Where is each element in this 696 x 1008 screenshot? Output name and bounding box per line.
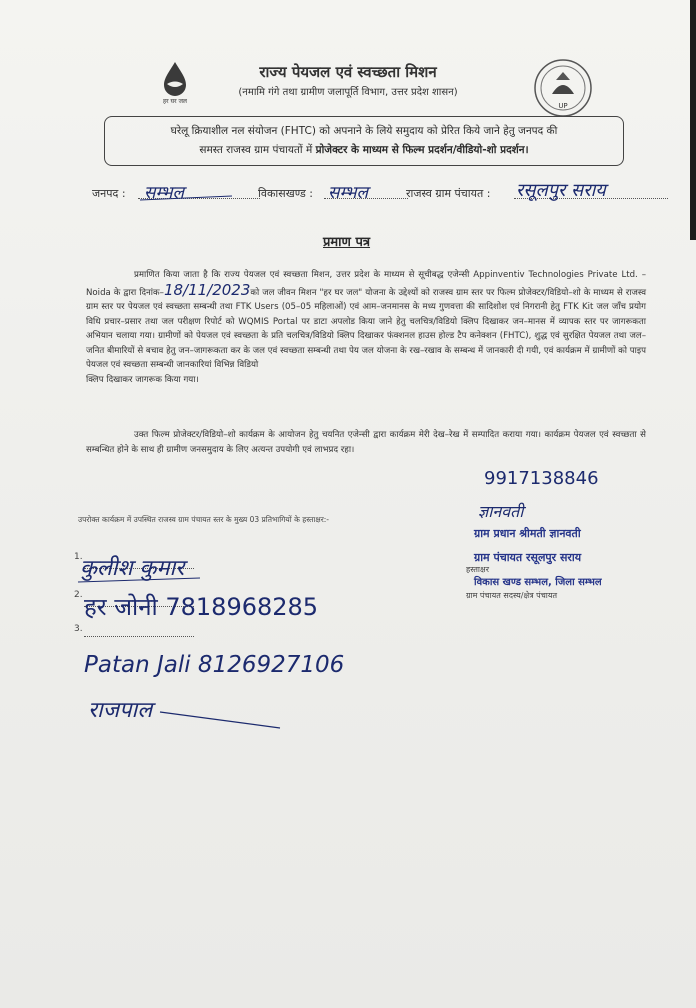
participant-3-signature: Patan Jali 8126927106	[84, 652, 345, 678]
banner-line-2-text: समस्त राजस्व ग्राम पंचायतों में	[199, 144, 316, 156]
organization-subtitle: (नमामि गंगे तथा ग्रामीण जलापूर्ति विभाग, उत्तर प्रदेश शासन)	[238, 87, 458, 98]
pradhan-phone: 9917138846	[484, 468, 599, 489]
participant-2-number: 2.	[74, 590, 83, 600]
participants-intro: उपरोक्त कार्यक्रम में उपस्थित राजस्व ग्राम पंचायत स्तर के मुख्य 03 प्रतिभागियों के हस्ताक्षर:-	[78, 515, 330, 524]
handwritten-date: 18/11/2023	[163, 280, 251, 299]
participant-1-signature: कुलीश कुमार	[80, 556, 185, 581]
block-label: विकासखण्ड :	[258, 187, 314, 200]
paragraph-2-text: उक्त फिल्म प्रोजेक्टर/विडियो–शो कार्यक्रम के आयोजन हेतु चयनित एजेन्सी द्वारा कार्यक्रम मेरी देख–रेख में सम्पादित कराया गया। कार्यक्रम पेयजल एवं स्वच्छता से सम्बन्धित होने के साथ ही ग्रामीण जनसमुदाय के लिए अत्यन्त उपयोगी एवं लाभप्रद रहा।	[86, 430, 646, 455]
paragraph-1-text-b: को जल जीवन मिशन "हर घर जल" योजना के उद्देश्यों को राजस्व ग्राम स्तर पर फिल्म प्रोजेक्टर/विडियो–शो के माध्यम से राजस्व ग्राम स्तर पर पेयजल एवं स्वच्छता सम्बन्धी तथा FTK Users (05–05 महिलाओं) एवं आम–जनमानस के मध्य गुणवत्ता की सादिशोश एवं निगरानी हेतु FTK Kit जल जाँच प्रयोग विधि प्रचार–प्रसार तथा जल परीक्षण रिपोर्ट को WQMIS Portal पर डाटा अपलोड किया जाने हेतु चलचित्र/विडियो क्लिप दिखाकर जन–मानस में व्यापक स्तर पर जागरूकता अभियान चलाया गया। ग्रामीणों को पेयजल एवं स्वच्छता के प्रति चलचित्र/विडियो क्लिप दिखाकर फंक्शनल हाउस होल्ड टैप कनेक्शन (FHTC), शुद्ध एवं सुरक्षित पेयजल तथा जल–जनित बीमारियों से बचाव हेतु जन–जागरूकता कर के जल एवं स्वच्छता सम्बन्धी तथा पेय जल योजना के रख–रखाव के सम्बन्ध में जानकारी दी गयी, एवं कार्यक्रम में ग्रामीणों को पाइप पेयजल एवं स्वच्छता सम्बन्धी जानकारियां विभिन्न विडियो	[86, 287, 646, 370]
district-label: जनपद :	[92, 187, 126, 200]
participant-3-name: राजपाल	[88, 698, 153, 723]
member-label: ग्राम पंचायत सदस्य/क्षेत्र पंचायत	[466, 591, 558, 600]
panchayat-label: राजस्व ग्राम पंचायत :	[406, 187, 491, 200]
banner-line-2-bold: प्रोजेक्टर के माध्यम से फिल्म प्रदर्शन/वीडियो-शो प्रदर्शन।	[315, 144, 529, 156]
svg-text:हर घर जल: हर घर जल	[163, 98, 187, 105]
participant-2-signature: हर जोनी 7818968285	[84, 593, 319, 621]
pradhan-signature: ज्ञानवती	[478, 502, 524, 521]
svg-text:UP: UP	[558, 102, 568, 110]
paragraph-1-end: क्लिप दिखाकर जागरूक किया गया।	[86, 374, 199, 385]
panchayat-value: रसूलपुर सराय	[516, 180, 606, 201]
pradhan-stamp-line-1: ग्राम प्रधान श्रीमती ज्ञानवती	[474, 527, 581, 540]
participant-1-number: 1.	[74, 552, 83, 562]
block-value: सम्भल	[328, 183, 369, 203]
signature-label: हस्ताक्षर	[466, 565, 489, 574]
district-value: सम्भल	[144, 183, 185, 203]
participant-3-number: 3.	[74, 624, 83, 634]
pradhan-stamp-line-3: विकास खण्ड सम्भल, जिला सम्भल	[474, 577, 602, 588]
pradhan-stamp-line-2: ग्राम पंचायत रसूलपुर सराय	[474, 551, 582, 564]
certificate-title: प्रमाण पत्र	[323, 235, 371, 250]
organization-title: राज्य पेयजल एवं स्वच्छता मिशन	[259, 63, 437, 81]
paragraph-1-text-a: प्रमाणित किया जाता है कि राज्य पेयजल एवं स्वच्छता मिशन, उत्तर प्रदेश के माध्यम से सूचीबद्ध एजेन्सी Appinventiv Technologies Private Ltd. – Noida के द्वारा दिनांक–	[86, 270, 646, 298]
banner-line-1: घरेलू क्रियाशील नल संयोजन (FHTC) को अपनाने के लिये समुदाय को प्रेरित किये जाने हेतु जनपद की	[170, 125, 558, 137]
